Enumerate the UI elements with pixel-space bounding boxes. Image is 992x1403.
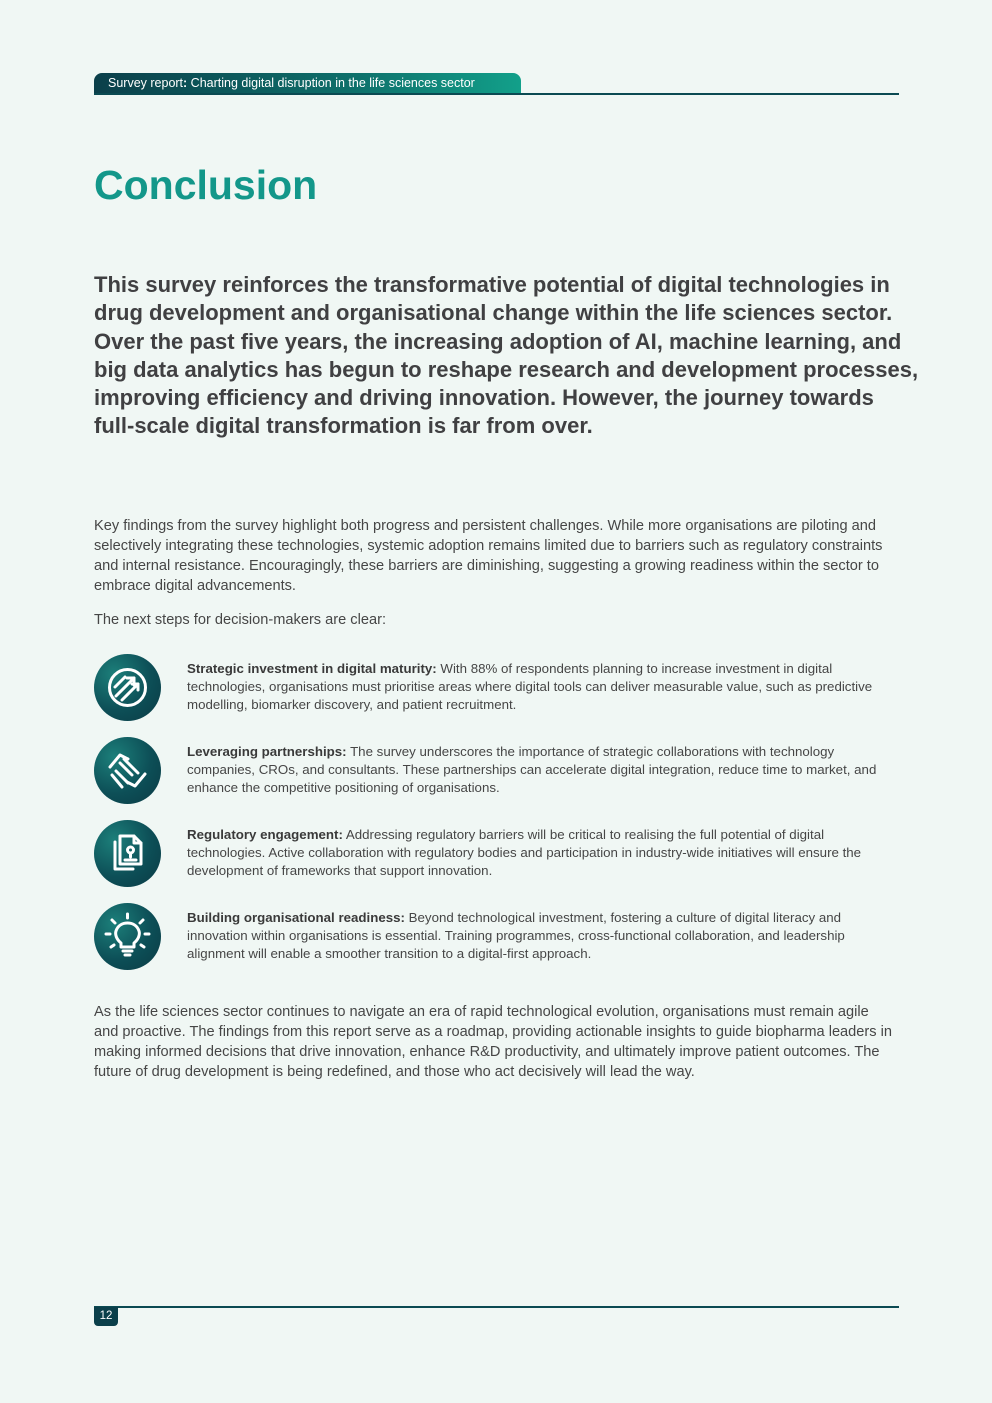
header-label-prefix: Survey report <box>108 76 184 90</box>
documents-stamp-icon <box>94 820 161 887</box>
item-body: With 88% of respondents planning to increase investment in digital technologies, organisations must prioritise areas where digital tools can deliver measurable value, such as predictive modelling, biomarker discovery, and patient recruitment. <box>187 661 873 712</box>
item-text <box>187 743 887 797</box>
header-rule <box>94 93 899 95</box>
footer-rule <box>94 1306 899 1308</box>
item-title: Building organisational readiness: <box>187 910 405 925</box>
next-steps-paragraph: The next steps for decision-makers are clear: <box>94 612 386 628</box>
handshake-icon <box>94 737 161 804</box>
item-title: Leveraging partnerships: <box>187 744 347 759</box>
list-item-strategic-investment <box>94 654 894 724</box>
list-item-partnerships <box>94 737 894 807</box>
item-body: Beyond technological investment, fostering a culture of digital literacy and innovation within organisations is essential. Training programmes, cross-functional collaboration, and leadership alignment will enable a smoother transition to a digital-first approach. <box>187 910 845 961</box>
page-number: 12 <box>94 1307 118 1326</box>
findings-paragraph: Key findings from the survey highlight both progress and persistent challenges. While more organisations are piloting and selectively integrating these technologies, systemic adoption remains limited due to barriers such as regulatory constraints and internal resistance. Encouragingly, these barriers are diminishing, suggesting a growing readiness within the sector to embrace digital advancements. <box>94 518 883 594</box>
item-title: Regulatory engagement: <box>187 827 343 842</box>
closing-paragraph: As the life sciences sector continues to navigate an era of rapid technological evolution, organisations must remain agile and proactive. The findings from this report serve as a roadmap, providing actionable insights to guide biopharma leaders in making informed decisions that drive innovation, enhance R&D productivity, and ultimately improve patient outcomes. The future of drug development is being redefined, and those who act decisively will lead the way. <box>94 1004 892 1080</box>
page-title: Conclusion <box>94 162 318 208</box>
item-text <box>187 660 887 714</box>
growth-arrows-icon <box>94 654 161 721</box>
header-label-colon: : <box>183 76 188 90</box>
item-text <box>187 909 887 963</box>
header-tab <box>94 73 521 94</box>
list-item-regulatory <box>94 820 894 890</box>
header-label-title: Charting digital disruption in the life sciences sector <box>187 76 475 90</box>
intro-paragraph: This survey reinforces the transformative potential of digital technologies in drug development and organisational change within the life sciences sector. Over the past five years, the increasing adoption of AI, machine learning, and big data analytics has begun to reshape research and development processes, improving efficiency and driving innovation. However, the journey towards full-scale digital transformation is far from over. <box>94 272 919 439</box>
item-body: Addressing regulatory barriers will be critical to realising the full potential of digital technologies. Active collaboration with regulatory bodies and participation in industry-wide initiatives will ensure the development of frameworks that support innovation. <box>187 827 862 878</box>
lightbulb-icon <box>94 903 161 970</box>
item-body: The survey underscores the importance of strategic collaborations with technology companies, CROs, and consultants. These partnerships can accelerate digital integration, reduce time to market, and enhance the competitive positioning of organisations. <box>187 744 877 795</box>
item-text <box>187 826 887 880</box>
list-item-readiness <box>94 903 894 973</box>
item-title: Strategic investment in digital maturity: <box>187 661 437 676</box>
